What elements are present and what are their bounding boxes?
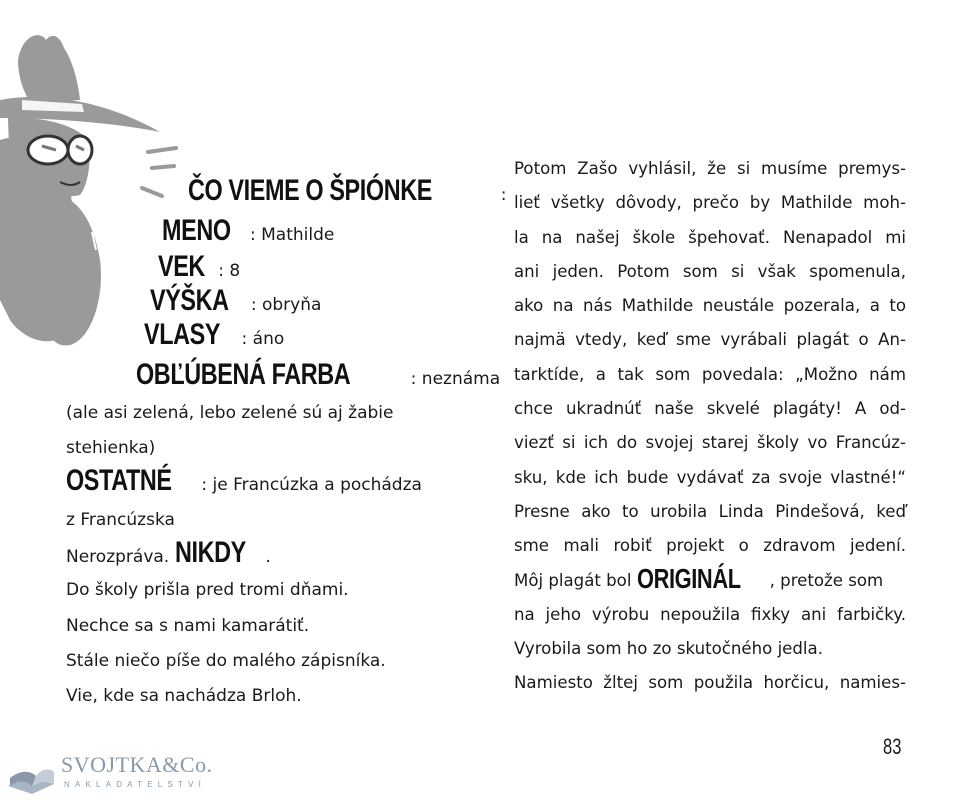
nerozprava-emphasis: NIKDY [174, 536, 246, 569]
left-line: Stále niečo píše do malého zápisníka. [66, 651, 386, 671]
fact-label: VEK [158, 250, 205, 283]
fact-label: MENO [162, 214, 231, 247]
original-suffix: , pretože som [769, 570, 884, 590]
fact-row-height [150, 286, 321, 317]
fact-label: OBĽÚBENÁ FARBA [136, 358, 351, 391]
color-note-line2: stehienka) [66, 438, 156, 458]
fact-row-color [136, 360, 500, 391]
body-line: chce ukradnúť naše skvelé plagáty! A od- [514, 399, 906, 419]
body-line: tarktíde, a tak som povedala: „Možno nám [514, 364, 906, 384]
publisher-logo [6, 752, 213, 800]
fact-label: OSTATNÉ [66, 464, 172, 497]
body-line: najmä vtedy, keď sme vyrábali plagát o An- [514, 330, 906, 350]
body-line: ako na nás Mathilde neustále pozerala, a to [514, 296, 906, 316]
body-line: Potom Zašo vyhlásil, že si musíme premys- [514, 159, 906, 178]
fact-value: : neznáma [410, 369, 501, 389]
fact-value: : je Francúzka a pochádza [201, 475, 422, 495]
original-emphasis: ORIGINÁL [636, 562, 741, 594]
body-line: Presne ako to urobila Linda Pindešová, keď [514, 501, 906, 521]
body-text [514, 152, 906, 701]
dossier-heading [188, 176, 506, 207]
fact-value: : Mathilde [250, 225, 335, 245]
body-line: sme mali robiť projekt o zdravom jedení. [514, 536, 906, 556]
book-icon [6, 756, 56, 794]
body-line: ani jeden. Potom som si však spomenula, [514, 261, 906, 281]
other-line2: z Francúzska [66, 510, 175, 530]
body-line: Namiesto žltej som použila horčicu, namies- [514, 673, 906, 693]
left-line: Vie, kde sa nachádza Brloh. [66, 686, 302, 706]
body-line: sku, kde ich bude vydávať za svoje vlastné!“ [514, 467, 906, 487]
nerozprava-prefix: Nerozpráva. [66, 547, 175, 567]
body-line: Vyrobila som ho zo skutočného jedla. [514, 639, 823, 659]
fact-label: VLASY [144, 318, 221, 351]
color-note-line1: (ale asi zelená, lebo zelené sú aj žabie [66, 403, 394, 423]
fact-row-other [66, 466, 422, 497]
fact-value: : obryňa [250, 295, 322, 315]
left-line: Do školy prišla pred tromi dňami. [66, 580, 349, 600]
page-number [880, 734, 904, 760]
body-line: viezť si ich do svojej starej školy vo Francúz- [514, 433, 906, 453]
original-prefix: Môj plagát bol [514, 570, 637, 590]
fact-row-age [158, 252, 240, 283]
fact-label: VÝŠKA [150, 284, 229, 317]
page-number-text: 83 [883, 734, 902, 759]
body-line: la na našej škole špehovať. Nenapadol mi [514, 227, 906, 247]
nerozprava-suffix: . [265, 547, 271, 567]
fact-value: : áno [241, 329, 285, 349]
heading-text: ČO VIEME O ŠPIÓNKE [188, 174, 432, 207]
nerozprava-line [66, 538, 271, 569]
body-line: na jeho výrobu nepoužila fixky ani farbičky. [514, 604, 906, 624]
fact-row-name [162, 216, 334, 247]
publisher-name: SVOJTKA&Co. [61, 752, 213, 777]
fact-row-hair [144, 320, 284, 351]
left-line: Nechce sa s nami kamarátiť. [66, 616, 310, 636]
body-line-original [514, 564, 906, 598]
body-line: lieť všetky dôvody, prečo by Mathilde moh- [514, 193, 906, 213]
heading-colon: : [500, 185, 507, 205]
fact-value: : 8 [218, 261, 241, 281]
publisher-sub: NAKLADATELSTVÍ [64, 780, 207, 789]
